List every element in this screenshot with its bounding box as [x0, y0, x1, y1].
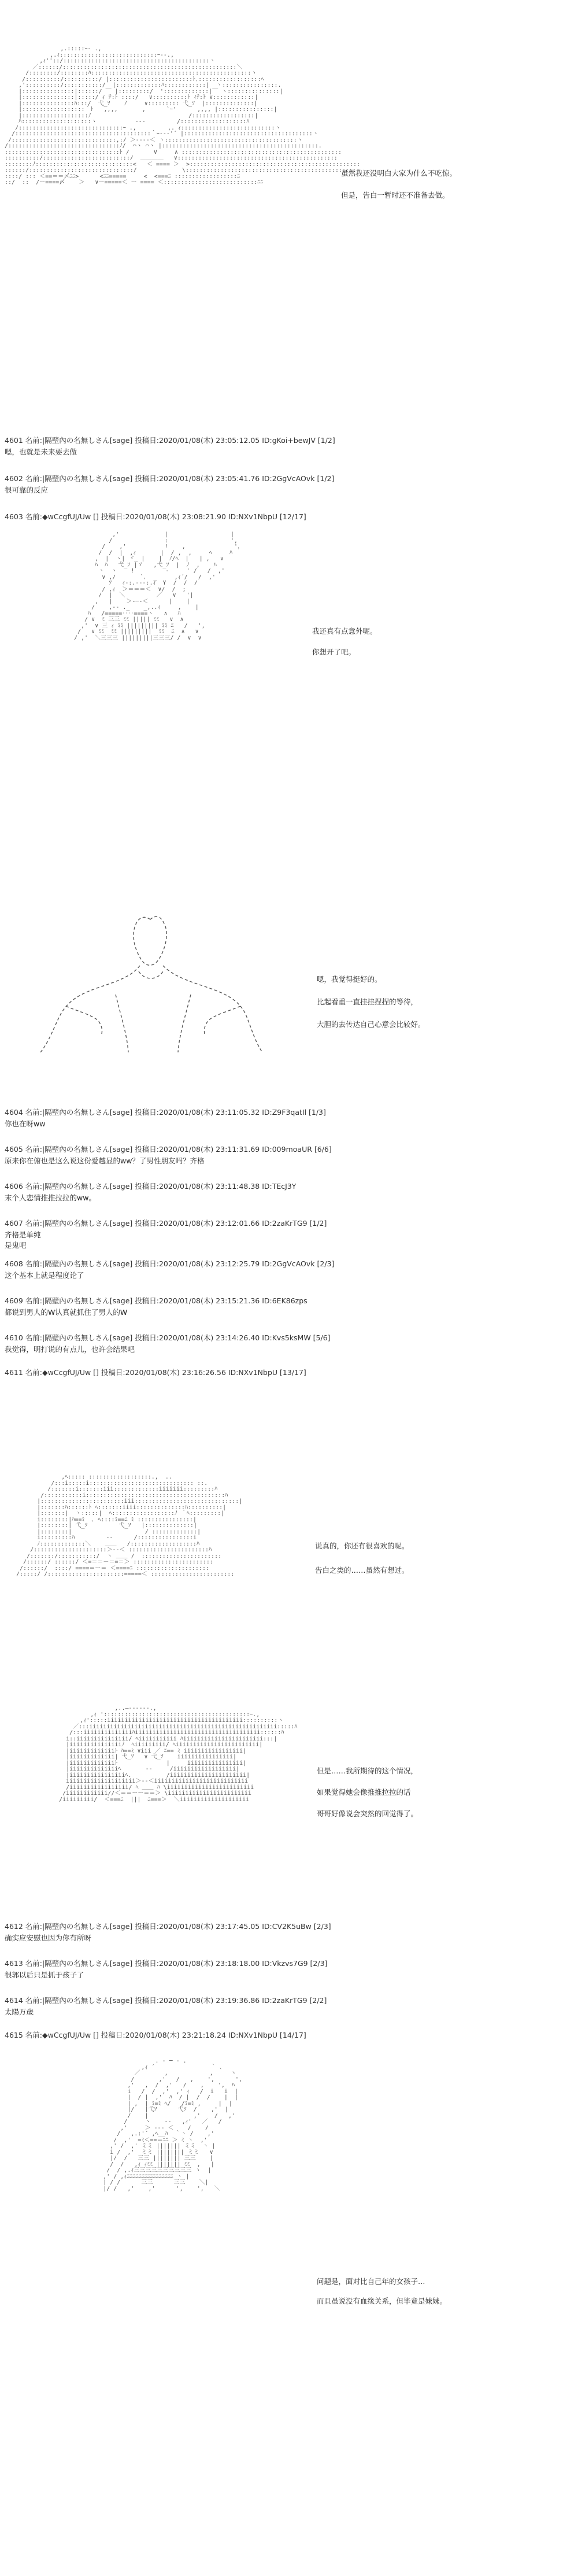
dialog-line: 虽然我还没明白大家为什么不吃惊。 [341, 169, 457, 178]
post-body: 你也在呀ww [5, 1119, 46, 1128]
post-body: 太陽万歳 [5, 2008, 34, 2016]
dialog-line: 大胆的去传达自己心意会比较好。 [317, 1020, 425, 1029]
post-header: 4609 名前:|隔壁內の名無しさん[sage] 投稿日:2020/01/08(木) 23:15:21.36 ID:6EK86zps [5, 1296, 307, 1305]
post-header: 4604 名前:|隔壁內の名無しさん[sage] 投稿日:2020/01/08(木) 23:11:05.32 ID:Z9F3qatIl [1/3] [5, 1108, 326, 1117]
ascii-art-figure: . ‐ ─ ‐ . ,ｨ ´ ｀ ､ ／ , , ヽ / ,' / , ', ', ,' , / ,' / , ', ﾊ i / / ,' ,' ｨ / i i | | / | ,' ﾊ / | / / | | | , | ﾐ=ﾐ ﾍ/ /ﾐ=ﾐ , | | |/ |弋ｿ 弋ｿ / ,' | / | ,' / ,' / ヽ ‐‐ ,ｨ' ／ / ,' ＞ ‐‐‐ ＜ / / / ,.:'´ ,ﾍ__ﾊ ｀ヽ / ,' / ,' =ﾐ＜==＝ﾆﾆ ＞ ﾐ ヽ ,' ,' / ,' ミミ ||||||| ミミ ヽ | i / ,' ミミ |||||||| ミミ ∨ |/ / 三三 |||||||| 三三 | / / ,ｨ ｨﾐﾐ ||||||| ﾐﾐ , | / / ,.ｨ三三三三三三三三三三 ヽ | ,' / ,ｨﾆﾆﾆﾆﾆﾆﾆﾆﾆﾆﾆﾆﾆﾆﾆﾆ ヽ | | / / 三三 三三 ＼| |/ / ,' ,' ', ', ＼ [103, 2058, 243, 2192]
post-header: 4606 名前:|隔壁內の名無しさん[sage] 投稿日:2020/01/08(木) 23:11:48.38 ID:TEcJ3Y [5, 1182, 297, 1191]
post-header: 4610 名前:|隔壁內の名無しさん[sage] 投稿日:2020/01/08(木) 23:14:26.40 ID:Kvs5ksMW [5/6] [5, 1333, 331, 1342]
ascii-art-figure: ,.:::::ｰ- ., ,.ｨ::::::::::::::::::::::::::::ｰ‐-., ,ｨ''::/::::::::::::::::::::::::::::::::::::::::::ヽ ／::::::/::::::::::::::::::::::::::::::::::::::::::::::::::＼ /::::::::/::::::::ﾊ::::::::::::::::::::::::::::::::::::::::::::::ヽ /::::::::::/::::::::::/ |::::::::::::::::::::::::ﾄ､::::::::::::::::::ﾍ ,'::::::::::/:::::::::::/ |:::::::::::::ﾊ::::::::::::| ヽ::::::::::::::::. |:::::::::::::::|::::::/ ￣ |:::::::::/ ':::::::::::::|￣ ヽ:::::::::::::::| |:::::::::::::::|:::::/ ｨ ﾃ:ﾄ ::::/ ∨::::::::::ﾄ ｨﾃ:ﾄ ∨::::::::::::| |:::::::::::::::ﾊ:::/ 弋_ｿ ﾉ ∨::::::::: 弋_ｿ |::::::::::::::| |::::::::::::::::::｀ﾄ ,,,, , `ｰ' ,,,, |::::::::::::::::| |:::::::::::::::::::ﾉ /::::::::::::::::::| ﾊ::::::::::::::::::::ヽ ‐-‐ /:::::::::::::::::::ﾊ /::::::::::::::::::::::::::::::ｰ ., ,. ｨ:::::::::::::::::::::::::::ヽ /:::::::::::::::::::::::::::::::::::::::｀ｰ‐-‐'´ |:::::::::::::::::::::::::::::::::::::ヽ /::::::::::::::::::::::::::::::,:/ ＞‐--‐＜ ヽ::::::::::::::::::::::::::::::::::::::ヽ /::::::::::::::::::::::::::::::::ﾉ/ ⌒ヽ ⌒ヽ |:::::::::::::::::::::::::::::::::::::::::::::. :::::::::::::::::::::::::::::::::ﾄ / V ∧ :::::::::::::::::::::::::::::::::::::::::::::: ::::::::::/:::::::::::::::::::::::::/ ＿＿＿＿ ∨:::::::::::::::::::::::::::::::::::::::::::::: ::::::::ﾉ::::::::::::::::::::::::::::< ＜ ==== ＞ >::::::::::::::::::::::::::::::::::::::::::::::::: ::::::/::::::::::::::::::::::::::::::/ \:::::::::::::::::::::::::::::::::::::::::::::::::: ::::/ ::: ＜==＝＝〆ﾆﾆ> <ﾆﾆ===== < <===ﾆ ::::::::::::::::::ﾆ ::/ :: /ー====〆 ＞ ∨ー=====＜ ー ==== ＜:::::::::::::::::::::::::::ﾆﾆ [5, 46, 361, 186]
ascii-art-figure: ,ﾍ::::: ::::::::::::::::::., .. /:::i:::::i:::::::::::::::::::::::::::::: ::. /:::::::i:::::::iii:::::::::::::iiiiiii:::::::::ﾊ /:::::::::::i::::::::::::::::::::::::::::::::::::::::ﾊ |::::::::::::::::::::::::iii::::::::::::::::::::::::::::::| |:::::::ﾊ::::::ﾄ ﾍ:::::::iiii::::::::::::::ﾊ::::::::::| |:::::::| ヽ:::::| ﾍ::::::::::::::::::ﾉ ｀ﾍ:::::::::| i::::::::|ﾊ==ﾐ ､ ﾍ::::ﾐ==ﾆ ﾐ ::::::::::::::::| |::::::::| 弋_ｿ 弋_ｿ |::::::::::::::| |::::::::| / :::::::::::::| i:::::::::ﾊ ‐‐ /::::::::::::::::i ﾉ:::::::::::::＼ ＿＿ /:::::::::::::::::::ﾊ /:::::::::::::::::::::＞‐‐＜ :::::::::::::::::::::::ﾊ /:::::::/:::::::::::/ ヽ ＿＿ / ::::::::::::::::::::::: /::::::/ ::::::/ ＜=＝＝－＝=＝＞ ::::::::::::::::::::::: /::::::/ ::::/ ====＝ー＝ ＜====ﾆ ::::::::::::::::::::: /:::::/ /::::::::::::::::::::::=====＜ :::::::::::::::::::::::: [16, 1474, 243, 1577]
dialog-line: 如果觉得她会像推推拉拉的话 [317, 1788, 411, 1797]
dialog-line: 但是，告白一暂时还不准备去做。 [341, 191, 450, 199]
post-header: 4613 名前:|隔壁內の名無しさん[sage] 投稿日:2020/01/08(木) 23:18:18.00 ID:Vkzvs7G9 [2/3] [5, 1959, 328, 1968]
dialog-line: 而且虽说没有血缘关系，但毕竟是妹妹。 [317, 2297, 447, 2305]
post-header: 4614 名前:|隔壁內の名無しさん[sage] 投稿日:2020/01/08(木) 23:19:36.86 ID:2zaKrTG9 [2/2] [5, 1996, 327, 2005]
post-header: 4601 名前:|隔壁內の名無しさん[sage] 投稿日:2020/01/08(木) 23:05:12.05 ID:gKoi+bewJV [1/2] [5, 436, 335, 445]
post-header: 4608 名前:|隔壁內の名無しさん[sage] 投稿日:2020/01/08(木) 23:12:25.79 ID:2GgVcAOvk [2/3] [5, 1259, 335, 1268]
post-header: 4615 名前:◆wCcgfUJ/Uw [] 投稿日:2020/01/08(木) 23:21:18.24 ID:NXv1NbpU [14/17] [5, 2031, 306, 2039]
post-body: 嗯，也就是未来要去做 [5, 448, 77, 456]
ascii-art-figure: ,..―‐‐‐‐‐‐., ,ｨ '::::::::::::::::::::::::::::::::::::::::::ｰ., ,ｨ':::::iiiiiiiiiiiiiiiiiiiiiiiiiiiiiiiiiiiiiii::::::::::ヽ ／:::iiiiiiiiiiiiiiiiiiiiiiiiiiiiiiiiiiiiiiiiiiiiiiiiiiiiii:::::ﾊ /:::iiiiiiiiiiiiiiﾊiiiiiiiiiiiiiiiiiiiiiiiiiiiiiiiiiiii::::::ﾊ i::iiiiiiiiiiiiiii/ ﾍiiiiiiiiiii ﾊiiiiiiiiiiiiiiiiiiiiiii:::| |iiiiiiiiiiiiiiiﾉ ﾍiiiiiiiii/ ﾍiiiiiiiiiiiiiiiiiiiiiiii| |iiiiiiiiiiiiiﾄ ﾊ==ﾐ ∨iii ／ ﾆ== ﾐ iiiiiiiiiiiiiiiii| |iiiiiiiiiiiii| 弋_ｿ ∨ 弋_ｿ iiiiiiiiiiiiiiii| |iiiiiiiiiiiiiﾄ | iiiiiiiiiiiiiiii| |iiiiiiiiiiiiiiﾍ ‐‐ /iiiiiiiiiiiiiiiiii| |iiiiiiiiiiiiiiiiﾍ. /iiiiiiiiiiiiiiiiiiiiii| iiiiiiiiiiiiiiiiiiii＞‐‐＜iiiiiiiiiiiiiiiiiiiiiiiiiii /iiiiiiiiiiiiiiiii/ ﾍ ＿＿ ﾊ \iiiiiiiiiiiiiiiiiiiiiiiii /iiiiiiiiiiii//＜＝＝ーー＝＝＞ \iiiiiiiiiiiiiiiiiiiiiiii /iiiiiiiii/ ＜===ﾆ ||| ﾆ===＞ ＼iiiiiiiiiiiiiiiiiiii [59, 1705, 298, 1803]
dialog-line: 哥哥好像说会突然的回觉得了。 [317, 1809, 418, 1818]
post-header: 4602 名前:|隔壁內の名無しさん[sage] 投稿日:2020/01/08(木) 23:05:41.76 ID:2GgVcAOvk [1/2] [5, 474, 335, 483]
dialog-line: 你想开了吧。 [312, 648, 356, 656]
dialog-line: 告白之类的……虽然有想过。 [315, 1566, 409, 1575]
post-header: 4603 名前:◆wCcgfUJ/Uw [] 投稿日:2020/01/08(木) 23:08:21.90 ID:NXv1NbpU [12/17] [5, 512, 306, 521]
dialog-line: 问题是，面对比自己年的女孩子… [317, 2277, 425, 2286]
dialog-line: 我还真有点意外呢。 [312, 627, 377, 635]
dialog-line: 但是……我所期待的这个情况， [317, 1766, 418, 1775]
post-body: 原来你在俯也是这么说这份爱越显的ww？了男性朋友吗？齐格 [5, 1156, 205, 1165]
post-body: 确实应安慰也因为你有所呀 [5, 1934, 92, 1942]
post-body: 很郭以后只是抓于孩子了 [5, 1971, 84, 1979]
post-body: 很可靠的反应 [5, 486, 49, 494]
dialog-line: 嗯，我觉得挺好的。 [317, 975, 382, 984]
post-header: 4611 名前:◆wCcgfUJ/Uw [] 投稿日:2020/01/08(木) 23:16:26.56 ID:NXv1NbpU [13/17] [5, 1368, 306, 1377]
post-body: 是鬼吧 [5, 1241, 27, 1250]
post-body: 我觉得，明打说的有点儿，也许会结果吧 [5, 1345, 135, 1354]
post-body: 这个基本上就是程度论了 [5, 1271, 84, 1280]
post-body: 末个人恋情推推拉拉的ww。 [5, 1193, 96, 1202]
outline-figure [6, 879, 295, 1052]
post-header: 4607 名前:|隔壁內の名無しさん[sage] 投稿日:2020/01/08(木) 23:12:01.66 ID:2zaKrTG9 [1/2] [5, 1219, 327, 1228]
post-body: 齐格是单纯 [5, 1230, 41, 1239]
post-header: 4605 名前:|隔壁內の名無しさん[sage] 投稿日:2020/01/08(木) 23:11:31.69 ID:009moaUR [6/6] [5, 1145, 332, 1154]
post-header: 4612 名前:|隔壁內の名無しさん[sage] 投稿日:2020/01/08(木) 23:17:45.05 ID:CV2K5uBw [2/3] [5, 1922, 331, 1931]
post-body: 都说到男人的W认真就抓住了男人的W [5, 1308, 128, 1317]
dialog-line: 比起看重一直挂挂捏捏的等待， [317, 997, 418, 1006]
ascii-art-figure: ,' | | / : ', / ,' ! , '， / / | ,ｨ | / , , ﾍ ﾊ , | ヽ| ゞ_ | | ﾉ/ﾍ | | , ∨ ﾊ ﾊ 弋_ｿ |ゞ ,弋_ｿ | ﾉ , ﾊ ヽ ヽ ! ‐ ' / / ,' ∨ ,/ `､ _ ,ｨ´/ / ,' ｿ ｨ-:.‐-‐:.ｨ Y / / / / ,ｨ ＞＝＝＝＜ ∨/ / ; / | ＼ ／ ∨ '| , | ＞‐─‐＜ | | / ,‐- ._ _,..ｨ , | ﾊ /=====‥‥====ヽ ∧ ﾊ / ∨ ﾐ 三三 ﾐﾐ ||||| ﾐﾐ ∨ ∧ ,' ∨ 三 ｨ ﾐﾐ ||||||||| ﾐﾐ ﾆ / ', / ∨ ﾐﾐ ﾐﾐ ||||||||| ﾐﾐ ﾆ ∧ ∨ / ,' ＼三三三 |||||||||三三三/ / ∨ ∨ [74, 531, 244, 641]
dialog-line: 说真的，你还有很喜欢的呢。 [315, 1542, 409, 1550]
